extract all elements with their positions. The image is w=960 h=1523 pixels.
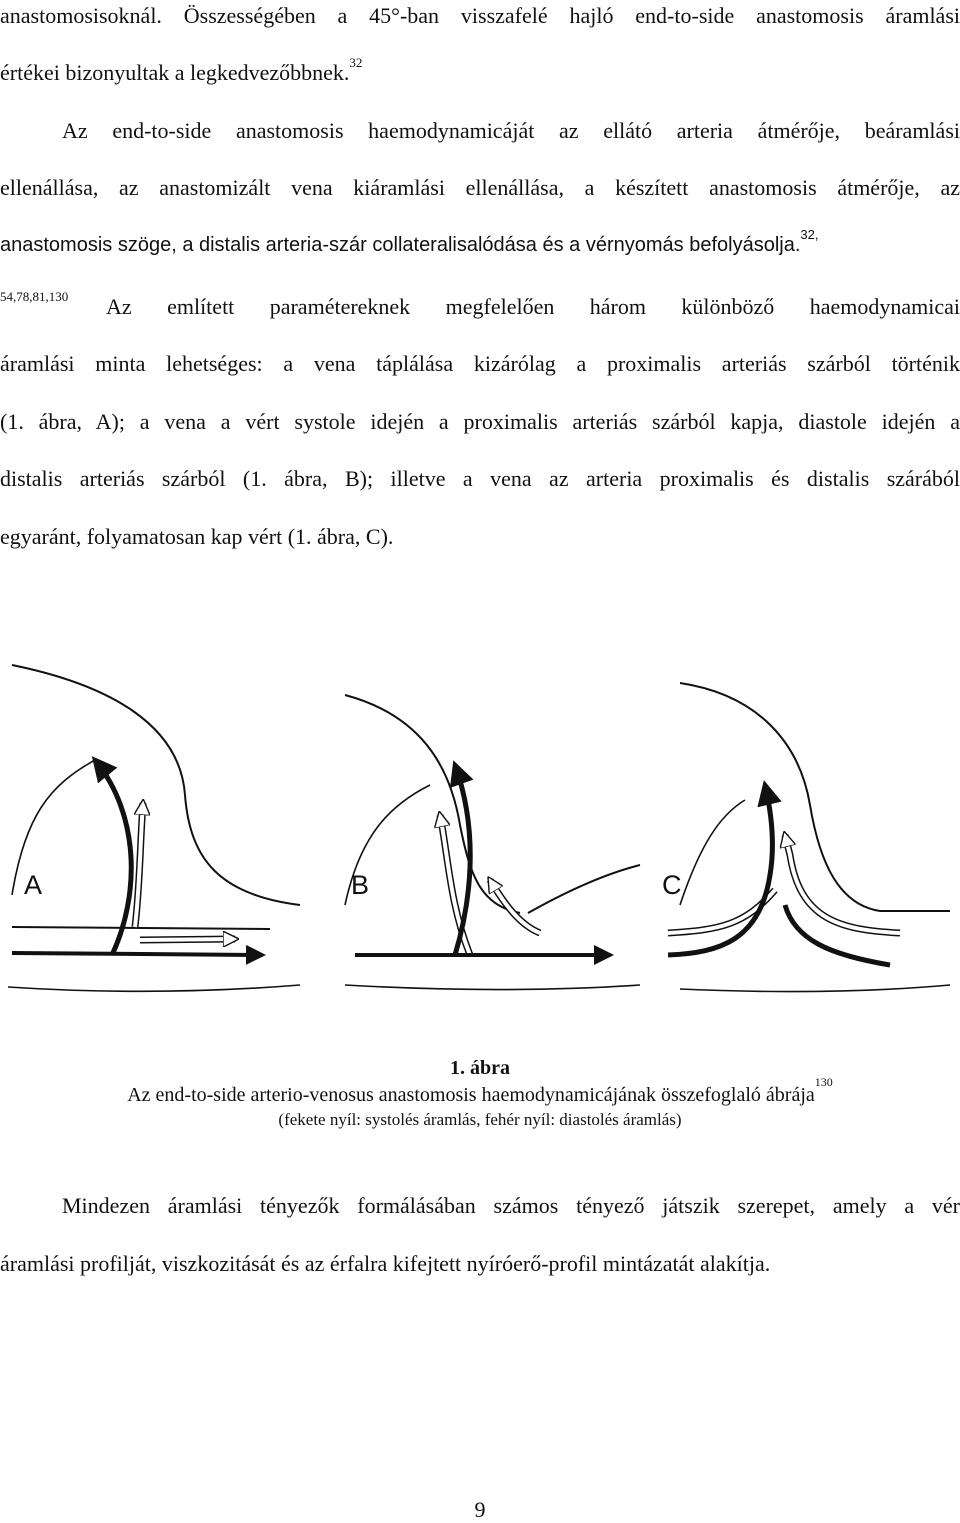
panel-label-c: C [662,870,682,900]
reference-superscript: 54,78,81,130 [0,289,69,304]
panel-label-a: A [24,870,43,900]
reference-superscript: 32, [800,227,819,242]
text-line: ellenállása, az anastomizált vena kiáramlási ellenállása, a készített anastomosis átmérője, az [0,175,960,200]
text-line: Mindezen áramlási tényezők formálásában számos tényező játszik szerepet, amely a vér [62,1193,960,1218]
text-span: anastomosis szöge, a distalis arteria-szár collateralisalódása és a vérnyomás befolyásolja. [0,234,801,256]
text-line: anastomosisoknál. Összességében a 45°-ban visszafelé hajló end-to-side anastomosis áramlási [0,3,960,28]
reference-superscript: 32 [349,55,363,70]
reference-superscript: 130 [814,1075,833,1089]
panel-b-diagram [345,695,640,990]
figure-caption-title: 1. ábra [450,1057,510,1079]
page-number: 9 [474,1497,486,1522]
panel-a-diagram [8,665,300,991]
anastomosis-figure [0,655,960,1000]
text-line: (1. ábra, A); a vena a vért systole idején a proximalis arteriás szárból kapja, diastole idején a [0,409,960,434]
text-line [0,55,960,86]
figure-caption [0,1075,960,1107]
text-line [0,227,960,258]
text-line: egyaránt, folyamatosan kap vért (1. ábra, C). [0,524,394,549]
caption-text: Az end-to-side arterio-venosus anastomosis haemodynamicájának összefoglaló ábrája [127,1084,815,1106]
text-line: áramlási profilját, viszkozitását és az érfalra kifejtett nyíróerő-profil mintázatát alakítja. [0,1251,771,1276]
text-line: áramlási minta lehetséges: a vena táplálása kizárólag a proximalis arteriás szárból történik [0,351,960,376]
panel-c-diagram [668,683,950,992]
text-span: értékei bizonyultak a legkedvezőbbnek. [0,60,350,85]
panel-label-b: B [351,870,370,900]
text-line: distalis arteriás szárból (1. ábra, B); illetve a vena az arteria proximalis és distalis szárából [0,466,960,491]
figure-caption-legend: (fekete nyíl: systolés áramlás, fehér nyíl: diastolés áramlás) [278,1110,682,1129]
text-line: Az end-to-side anastomosis haemodynamicáját az ellátó arteria átmérője, beáramlási [62,118,960,143]
anastomosis-diagram [0,655,960,1000]
text-line: Az említett paramétereknek megfelelően három különböző haemodynamicai [106,294,960,319]
